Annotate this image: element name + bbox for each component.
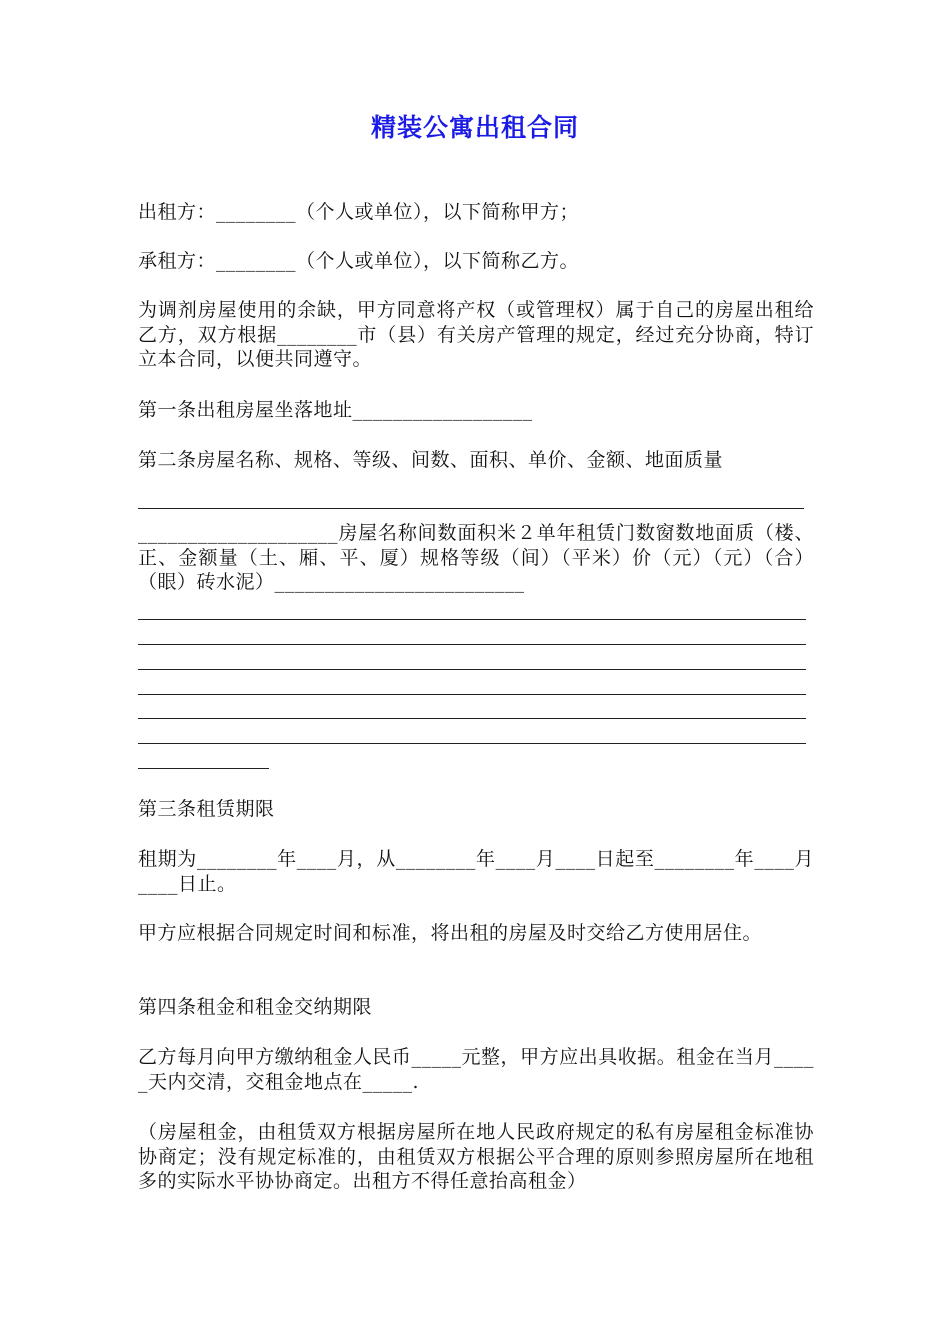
paragraph-lease-term: 租期为________年____月，从________年____月____日起至________年____月____日止。 [138, 848, 814, 895]
blank-line [138, 669, 806, 670]
paragraph-article-1: 第一条出租房屋坐落地址__________________ [138, 399, 533, 421]
document-title: 精装公寓出租合同 [370, 113, 579, 142]
blank-line [138, 768, 269, 769]
paragraph-table-spec: ____________________房屋名称间数面积米２单年租赁门数窗数地面质（楼、正、金额量（土、厢、平、厦）规格等级（间）（平米）价（元）（元）（合）（眼）砖水泥）_________________________ [138, 522, 814, 593]
paragraph-delivery: 甲方应根据合同规定时间和标准，将出租的房屋及时交给乙方使用居住。 [138, 922, 763, 944]
paragraph-rent-payment: 乙方每月向甲方缴纳租金人民币_____元整，甲方应出具收据。租金在当月_____天内交清，交租金地点在_____. [138, 1046, 814, 1093]
blank-line [138, 619, 806, 620]
blank-line [138, 644, 806, 645]
paragraph-article-3: 第三条租赁期限 [138, 798, 275, 820]
blank-line [138, 694, 806, 695]
blank-line [138, 743, 806, 744]
paragraph-article-4: 第四条租金和租金交纳期限 [138, 996, 373, 1018]
blank-line [138, 508, 804, 509]
paragraph-lessee: 承租方：________（个人或单位），以下简称乙方。 [138, 250, 580, 272]
blank-line [138, 718, 806, 719]
paragraph-rent-note: （房屋租金，由租赁双方根据房屋所在地人民政府规定的私有房屋租金标准协协商定；没有规定标准的，由租赁双方根据公平合理的原则参照房屋所在地租多的实际水平协协商定。出租方不得任意抬高租金） [138, 1121, 814, 1192]
paragraph-preamble: 为调剂房屋使用的余缺，甲方同意将产权（或管理权）属于自己的房屋出租给乙方，双方根据________市（县）有关房产管理的规定，经过充分协商，特订立本合同，以便共同遵守。 [138, 299, 814, 370]
paragraph-lessor: 出租方：________（个人或单位），以下简称甲方； [138, 201, 580, 223]
paragraph-article-2: 第二条房屋名称、规格、等级、间数、面积、单价、金额、地面质量 [138, 449, 724, 471]
